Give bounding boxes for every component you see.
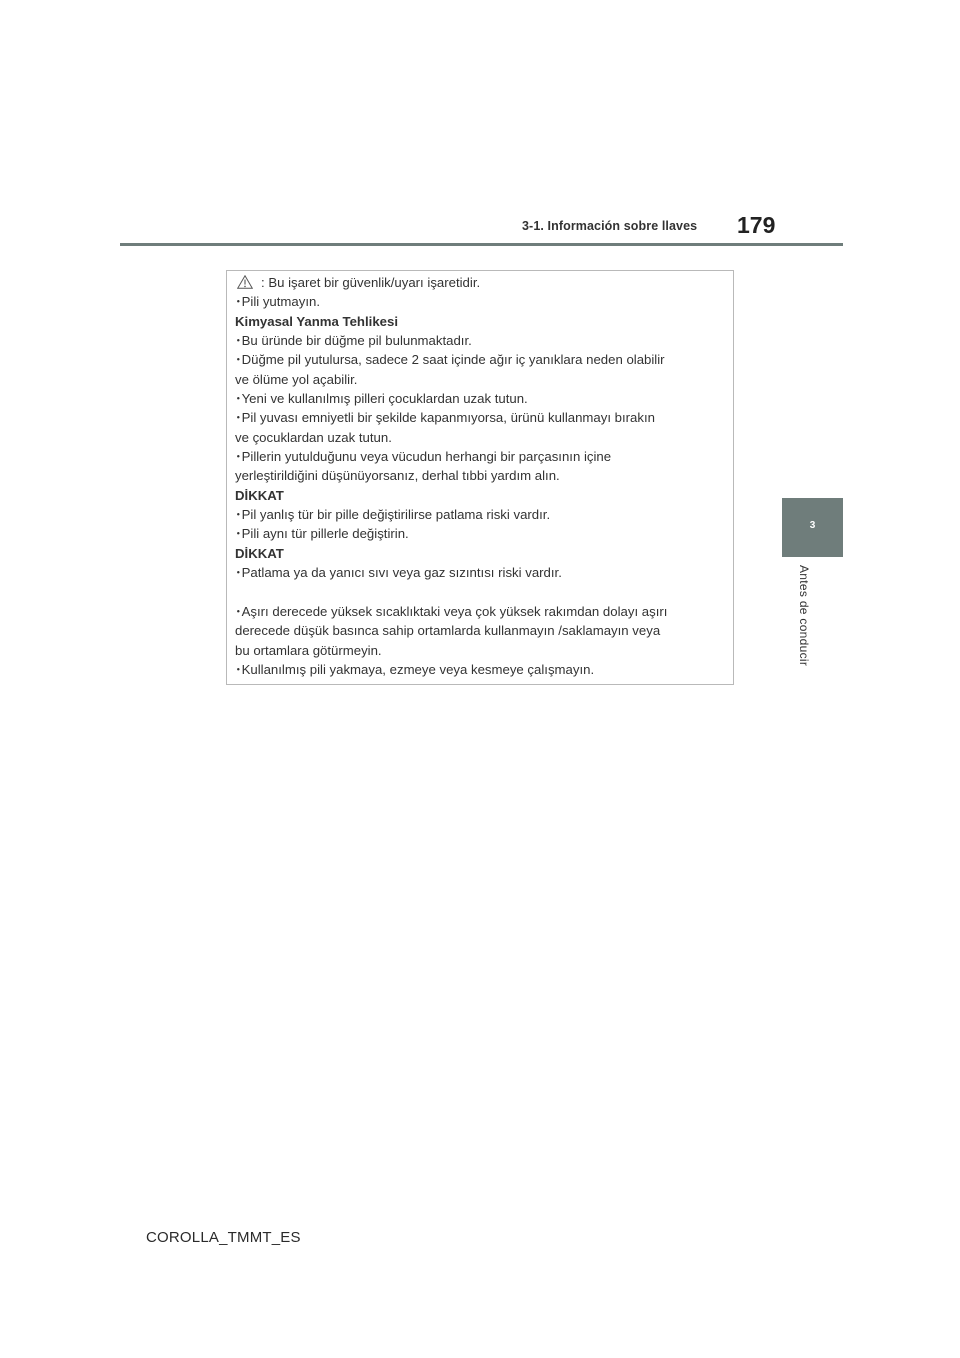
notice-box	[226, 270, 734, 685]
notice-line: ･Yeni ve kullanılmış pilleri çocuklardan uzak tutun.	[235, 391, 528, 407]
notice-line: ･Kullanılmış pili yakmaya, ezmeye veya kesmeye çalışmayın.	[235, 661, 595, 677]
notice-heading: DİKKAT	[235, 487, 284, 503]
chapter-tab	[782, 498, 843, 557]
notice-heading: DİKKAT	[235, 545, 284, 561]
notice-line: ･Aşırı derecede yüksek sıcaklıktaki veya çok yüksek rakımdan dolayı aşırı	[235, 603, 668, 619]
notice-line: ve çocuklardan uzak tutun.	[235, 429, 392, 445]
notice-line: yerleştirildiğini düşünüyorsanız, derhal tıbbi yardım alın.	[235, 468, 560, 484]
notice-line: ･Düğme pil yutulursa, sadece 2 saat içinde ağır iç yanıklara neden olabilir	[235, 352, 665, 368]
notice-line: ･Pili yutmayın.	[235, 294, 321, 310]
footer-document-code: COROLLA_TMMT_ES	[146, 1229, 301, 1246]
running-header-section: 3-1. Información sobre llaves	[522, 219, 698, 233]
page-number: 179	[737, 212, 776, 238]
notice-line: derecede düşük basınca sahip ortamlarda kullanmayın /saklamayın veya	[235, 623, 661, 639]
notice-line: ･Bu üründe bir düğme pil bulunmaktadır.	[235, 333, 472, 349]
chapter-tab-number: 3	[809, 520, 816, 531]
notice-line: ･Patlama ya da yanıcı sıvı veya gaz sızıntısı riski vardır.	[235, 565, 562, 581]
chapter-side-label: Antes de conducir	[797, 565, 811, 667]
notice-line	[235, 583, 727, 602]
notice-line: ･Pili aynı tür pillerle değiştirin.	[235, 526, 409, 542]
notice-content	[235, 273, 727, 679]
header-rule	[120, 243, 843, 246]
notice-line: ･Pillerin yutulduğunu veya vücudun herhangi bir parçasının içine	[235, 449, 612, 465]
notice-line: ･Pil yuvası emniyetli bir şekilde kapanmıyorsa, ürünü kullanmayı bırakın	[235, 410, 655, 426]
notice-line: bu ortamlara götürmeyin.	[235, 642, 382, 658]
notice-icon-line	[235, 273, 727, 292]
notice-icon-caption: : Bu işaret bir güvenlik/uyarı işaretidir.	[261, 275, 481, 290]
notice-line: ve ölüme yol açabilir.	[235, 371, 358, 387]
notice-heading: Kimyasal Yanma Tehlikesi	[235, 313, 398, 329]
notice-line: ･Pil yanlış tür bir pille değiştirilirse patlama riski vardır.	[235, 507, 551, 523]
